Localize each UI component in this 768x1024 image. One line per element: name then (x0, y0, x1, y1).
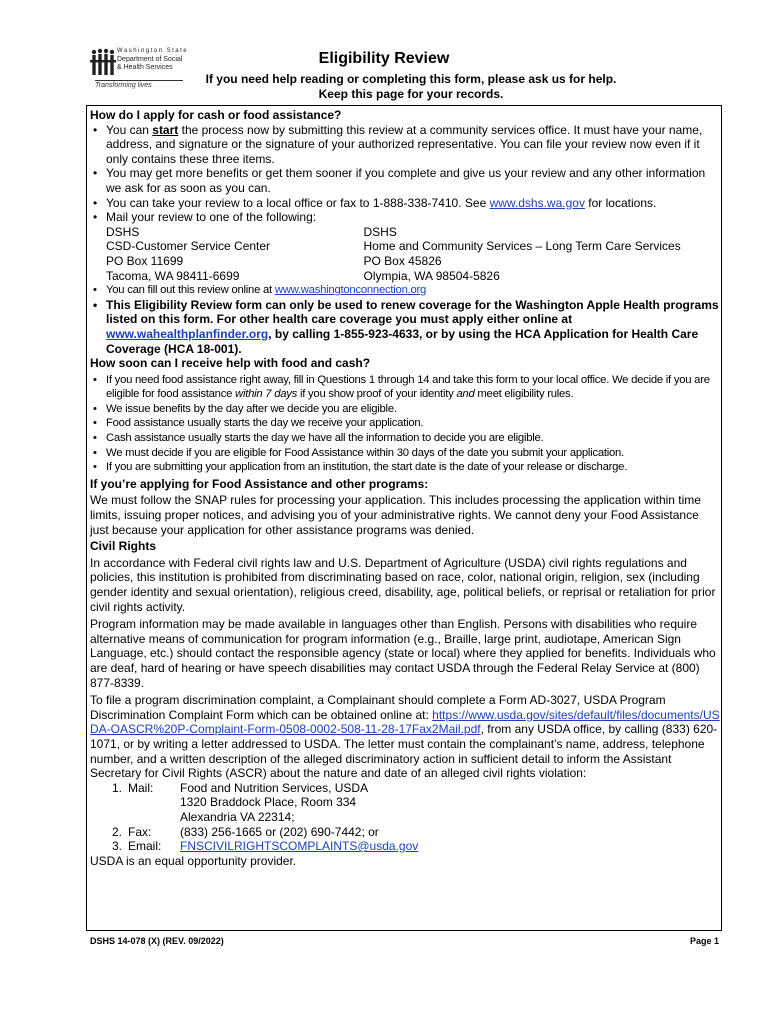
logo-tagline: Transforming lives (95, 80, 183, 89)
apply-b6-post: , by calling 1-855-923-4633, or by using the HCA Application for Health Care Coverage (HCA 18-001). (106, 326, 699, 356)
address-hcs (363, 225, 720, 283)
address-line: Home and Community Services – Long Term Care Services (363, 239, 681, 254)
address-line: DSHS (363, 224, 397, 239)
start-emphasis: start (152, 122, 179, 137)
address-line: Alexandria VA 22314; (180, 809, 295, 824)
list-item (90, 196, 720, 211)
help-b1-em1: within 7 days (235, 388, 298, 401)
apply-b6-pre: This Eligibility Review form can only be used to renew coverage for the Washington Apple Health programs listed on this form. For other health care coverage you must apply either online at (106, 297, 719, 327)
item-key: Email: (128, 839, 162, 854)
mail-address (180, 781, 720, 825)
logo-health: & Health Services (117, 64, 173, 71)
list-item: • We issue benefits by the day after we decide you are eligible. (90, 402, 720, 417)
food-assistance-heading: If you’re applying for Food Assistance and other programs: (90, 476, 429, 491)
address-csd (106, 225, 363, 283)
list-item (90, 210, 720, 283)
civil-rights-p3 (90, 693, 720, 781)
washington-connection-link[interactable]: www.washingtonconnection.org (274, 284, 427, 297)
receive-help-list (90, 373, 720, 475)
dshs-link[interactable]: www.dshs.wa.gov (489, 195, 585, 210)
equal-opportunity-text: USDA is an equal opportunity provider. (90, 853, 297, 868)
list-item: • Food assistance usually starts the day we receive your application. (90, 416, 720, 431)
apply-heading: How do I apply for cash or food assistance? (90, 108, 342, 122)
apply-b1-post: the process now by submitting this review at a community services office. It must have your name, address, and signature or the signature of your authorized representative. You can file your review now even if it only contains these three items. (106, 122, 703, 166)
p3-post: , from any USDA office, by calling (833) 620-1071, or by writing a letter addressed to USDA. The letter must contain the complainant’s name, address, telephone number, and a written description of the alleged discriminatory action in sufficient detail to inform the Assistant Secretary for Civil Rights (ASCR) about the nature and date of an alleged civil rights violation: (90, 722, 718, 781)
item-key: Mail: (128, 780, 154, 795)
address-line: Food and Nutrition Services, USDA (180, 780, 369, 795)
help-b1-em2: and (456, 388, 475, 401)
address-line: DSHS (106, 224, 140, 239)
form-content (90, 108, 720, 868)
item-number: 3. (111, 839, 122, 854)
complaint-fax (90, 825, 720, 840)
mail-intro: • Mail your review to one of the following: (106, 210, 317, 225)
item-number: 1. (111, 780, 122, 795)
civil-rights-p1: In accordance with Federal civil rights law and U.S. Department of Agriculture (USDA) civil rights regulations and policies, this institution is prohibited from discriminating based on race, color, national origin, religion, sex (including gender identity and sexual orientation), religious creed, disability, age, political beliefs, or reprisal or retaliation for prior civil rights activity. (90, 555, 716, 614)
address-line: PO Box 11699 (106, 253, 184, 268)
complaint-mail (90, 781, 720, 825)
p3-pre: To file a program discrimination complaint, a Complainant should complete a Form AD-3027, USDA Program Discrimination Complaint Form which can be obtained online at: (90, 693, 666, 722)
complaint-methods (90, 781, 720, 854)
list-item: • We must decide if you are eligible for Food Assistance within 30 days of the date you submit your application. (90, 446, 720, 461)
help-b1-pre: If you need food assistance right away, fill in Questions 1 through 14 and take this form to your local office. We decide if you are eligible for food assistance (106, 373, 710, 401)
fns-email-link[interactable]: FNSCIVILRIGHTSCOMPLAINTS@usda.gov (180, 839, 419, 854)
records-subtitle: Keep this page for your records. (318, 87, 504, 101)
apply-b1-pre: You can (106, 122, 153, 137)
civil-rights-heading: Civil Rights (90, 539, 157, 554)
help-subtitle: If you need help reading or completing this form, please ask us for help. (205, 72, 617, 86)
address-line: Tacoma, WA 98411-6699 (106, 268, 240, 283)
list-item (90, 298, 720, 356)
list-item: • Cash assistance usually starts the day we have all the information to decide you are eligible. (90, 431, 720, 446)
snap-rules-text: We must follow the SNAP rules for processing your application. This includes processing the application within time limits, issuing proper notices, and advising you of your administrative rights. We cannot deny your Food Assistance just because your application for other assistance programs was denied. (90, 493, 701, 537)
logo-dept: Department of Social (117, 56, 183, 63)
receive-help-heading: How soon can I receive help with food and cash? (90, 356, 371, 371)
page-title: Eligibility Review (318, 50, 450, 67)
apply-b5-pre: You can fill out this review online at (106, 284, 275, 297)
apply-b3-post: for locations. (584, 195, 657, 210)
address-line: 1320 Braddock Place, Room 334 (180, 795, 357, 810)
list-item: • If you are submitting your application from an institution, the start date is the date of your release or discharge. (90, 460, 720, 475)
fax-numbers: (833) 256-1665 or (202) 690-7442; or (180, 824, 379, 839)
address-line: PO Box 45826 (363, 253, 442, 268)
help-b1-mid: if you show proof of your identity (297, 388, 457, 401)
page-number: Page 1 (690, 936, 720, 946)
list-item (90, 283, 720, 298)
apply-b3-pre: You can take your review to a local office or fax to 1-888-338-7410. See (106, 195, 490, 210)
complaint-email (90, 839, 720, 854)
apply-list (90, 123, 720, 357)
address-line: CSD-Customer Service Center (106, 239, 271, 254)
wahealthplanfinder-link[interactable]: www.wahealthplanfinder.org (106, 326, 269, 341)
item-key: Fax: (128, 824, 152, 839)
list-item (90, 373, 720, 402)
form-number: DSHS 14-078 (X) (REV. 09/2022) (90, 936, 224, 946)
usda-complaint-form-link[interactable]: https://www.usda.gov/sites/default/files/documents/USDA-OASCR%20P-Complaint-Form-0508-0002-508-11-28-17Fax2Mail.pdf (90, 707, 720, 737)
civil-rights-p2: Program information may be made available in languages other than English. Persons with disabilities who require alternative means of communication for program information (e.g., Braille, large print, audiotape, American Sign Language, etc.) should contact the responsible agency (state or local) where they applied for benefits. Individuals who are deaf, hard of hearing or have speech disabilities may contact USDA through the Federal Relay Service at (800) 877-8339. (90, 617, 716, 690)
list-item (90, 123, 720, 167)
address-line: Olympia, WA 98504-5826 (363, 268, 500, 283)
help-b1-post: meet eligibility rules. (474, 388, 574, 401)
logo-state: Washington State (117, 48, 189, 54)
list-item: • You may get more benefits or get them sooner if you complete and give us your review and any other information we ask for as soon as you can. (90, 166, 720, 195)
mail-addresses (106, 225, 720, 283)
item-number: 2. (111, 824, 122, 839)
